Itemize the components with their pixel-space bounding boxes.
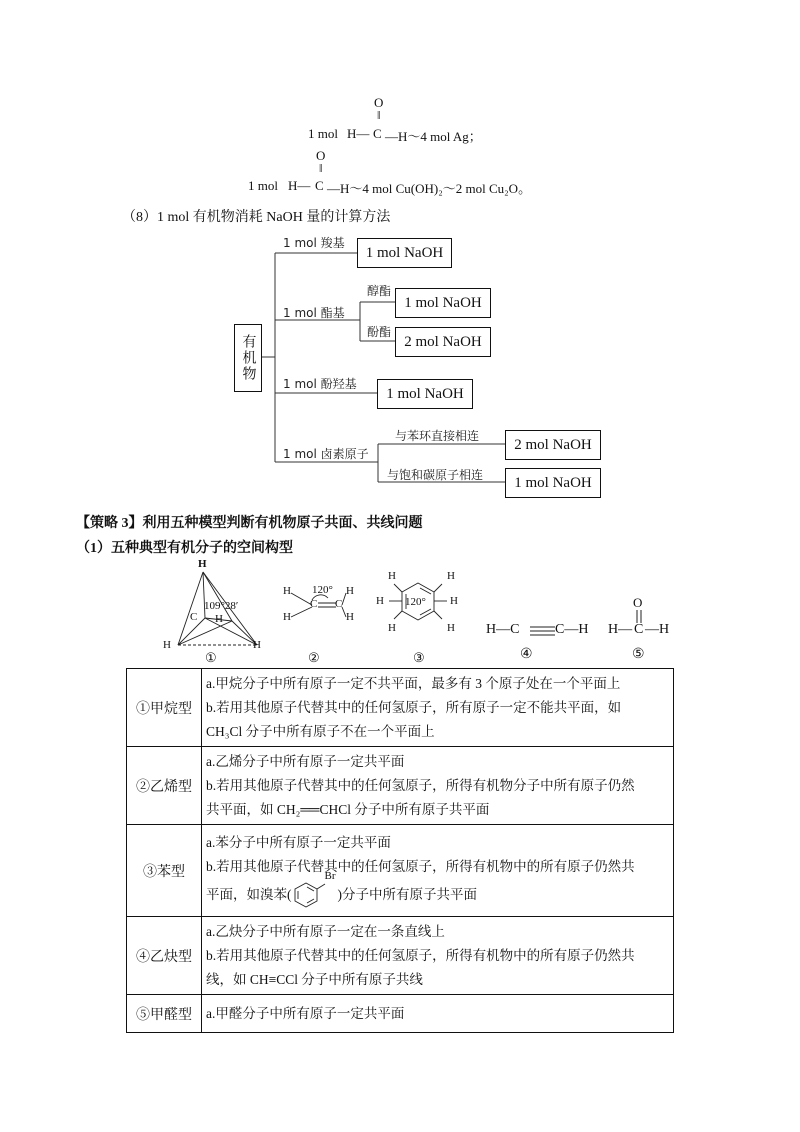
- ethylene-c-left: C: [310, 598, 318, 610]
- row-label: ②乙烯型: [127, 747, 202, 825]
- row-label: ③苯型: [127, 825, 202, 917]
- h-left: H—: [347, 126, 370, 141]
- formaldehyde-carbon: C: [634, 622, 644, 637]
- row-point-a: a.乙烯分子中所有原子一定共平面: [206, 753, 405, 769]
- strategy-3-subtitle: （1）五种典型有机分子的空间构型: [76, 541, 293, 556]
- table-row: [127, 669, 674, 747]
- ethylene-c-right: C: [335, 598, 343, 610]
- table-row: [127, 917, 674, 995]
- benzene-ring-attached-label: 与苯环直接相连: [395, 429, 480, 443]
- carbon: C: [315, 178, 324, 193]
- row-point-a: a.苯分子中所有原子一定共平面: [206, 834, 391, 850]
- ethylene-h-tr: H: [346, 585, 354, 597]
- table-row: [127, 747, 674, 825]
- carboxyl-label: 1 mol 羧基: [283, 236, 345, 250]
- methane-left-h: H: [163, 639, 171, 651]
- saturated-carbon-result-box: 1 mol NaOH: [505, 468, 601, 498]
- phenolic-hydroxyl-label: 1 mol 酚羟基: [283, 377, 357, 391]
- carbonyl-oxygen: O: [316, 148, 326, 163]
- bromobenzene-pre-text: 平面，如溴苯(: [206, 886, 292, 902]
- ethylene-h-bl: H: [283, 611, 291, 623]
- bromobenzene-structure-icon: [292, 870, 338, 909]
- model-number-1: ①: [205, 650, 217, 665]
- ethylene-angle: 120°: [312, 584, 333, 596]
- model-number-2: ②: [308, 650, 320, 665]
- table-row: [127, 995, 674, 1033]
- benzene-ring-result-box: 2 mol NaOH: [505, 430, 601, 460]
- phenol-ester-result-box: 2 mol NaOH: [395, 327, 491, 357]
- row-content: [202, 995, 674, 1033]
- acetylene-right: C—H: [555, 622, 589, 637]
- row-label: ①甲烷型: [127, 669, 202, 747]
- row-label: ⑤甲醛型: [127, 995, 202, 1033]
- methane-mid-h: H: [215, 613, 223, 625]
- row-point-a: a.乙炔分子中所有原子一定在一条直线上: [206, 923, 445, 939]
- row-label: ④乙炔型: [127, 917, 202, 995]
- double-bond-mark: ‖: [319, 161, 323, 175]
- halogen-label: 1 mol 卤素原子: [283, 447, 369, 461]
- section-8-title: （8）1 mol 有机物消耗 NaOH 量的计算方法: [122, 210, 391, 225]
- model-number-4: ④: [520, 647, 533, 662]
- carbon: C: [373, 126, 382, 141]
- row-point-b2: 线，如 CH≡CCl 分子中所有原子共线: [206, 971, 423, 987]
- h-right: —H～4 mol Ag；: [385, 129, 482, 144]
- row-point-b2: 共平面，如 CH₂══CHCl 分子中所有原子共平面: [206, 801, 490, 817]
- mol-prefix: 1 mol: [248, 178, 278, 193]
- row-content: [202, 747, 674, 825]
- benzene-h-r: H: [450, 595, 458, 607]
- methane-top-h: H: [198, 558, 207, 570]
- row-point-b1: b.若用其他原子代替其中的任何氢原子，所得有机物分子中所有原子仍然: [206, 777, 635, 793]
- bromobenzene-post-text: )分子中所有原子共平面: [337, 886, 477, 902]
- formaldehyde-oxygen: O: [633, 595, 643, 610]
- benzene-h-br: H: [447, 622, 455, 634]
- row-point-b2: CH₃Cl 分子中所有原子不在一个平面上: [206, 723, 435, 739]
- row-content: [202, 825, 674, 917]
- tree-root-label: 有机物: [240, 334, 256, 382]
- double-bond-mark: ‖: [377, 108, 381, 122]
- methane-right-h: H: [253, 639, 261, 651]
- alcohol-ester-label: 醇酯: [367, 284, 392, 298]
- model-number-5: ⑤: [632, 647, 645, 662]
- alcohol-ester-result-box: 1 mol NaOH: [395, 288, 491, 318]
- model-number-3: ③: [413, 650, 425, 665]
- row-content: [202, 669, 674, 747]
- methane-carbon: C: [190, 611, 198, 623]
- phenol-ester-label: 酚酯: [367, 325, 392, 339]
- row-point-a: a.甲烷分子中所有原子一定不共平面，最多有 3 个原子处在一个平面上: [206, 675, 621, 691]
- row-point-b2: [206, 870, 669, 911]
- benzene-angle: 120°: [405, 596, 426, 608]
- strategy-3-title: 【策略 3】利用五种模型判断有机物原子共面、共线问题: [76, 516, 423, 531]
- row-point-a: a.甲醛分子中所有原子一定共平面: [206, 1005, 405, 1021]
- mol-prefix: 1 mol: [308, 126, 338, 141]
- ethylene-h-br: H: [346, 611, 354, 623]
- h-right: —H～4 mol Cu(OH)₂～2 mol Cu₂O。: [327, 181, 532, 196]
- molecule-model-table: [126, 668, 674, 1033]
- bromine-label: Br: [324, 870, 336, 883]
- row-point-b1: b.若用其他原子代替其中的任何氢原子，所有原子一定不能共平面，如: [206, 699, 622, 715]
- acetylene-left: H—C: [486, 622, 520, 637]
- h-left: H—: [288, 178, 311, 193]
- ester-label: 1 mol 酯基: [283, 306, 345, 320]
- carboxyl-result-box: 1 mol NaOH: [357, 238, 452, 268]
- row-point-b1: b.若用其他原子代替其中的任何氢原子，所得有机物中的所有原子仍然共: [206, 858, 635, 874]
- ethylene-h-tl: H: [283, 585, 291, 597]
- methane-angle: 109°28′: [204, 600, 239, 612]
- benzene-h-tl: H: [388, 570, 396, 582]
- benzene-h-bl: H: [388, 622, 396, 634]
- carbonyl-oxygen: O: [374, 95, 384, 110]
- benzene-h-tr: H: [447, 570, 455, 582]
- row-content: [202, 917, 674, 995]
- phenolic-hydroxyl-result-box: 1 mol NaOH: [377, 379, 473, 409]
- formaldehyde-h-left: H—: [608, 622, 633, 637]
- row-point-b1: b.若用其他原子代替其中的任何氢原子，所得有机物中的所有原子仍然共: [206, 947, 635, 963]
- benzene-h-l: H: [376, 595, 384, 607]
- table-row: [127, 825, 674, 917]
- saturated-carbon-label: 与饱和碳原子相连: [387, 468, 484, 482]
- formaldehyde-h-right: —H: [645, 622, 670, 637]
